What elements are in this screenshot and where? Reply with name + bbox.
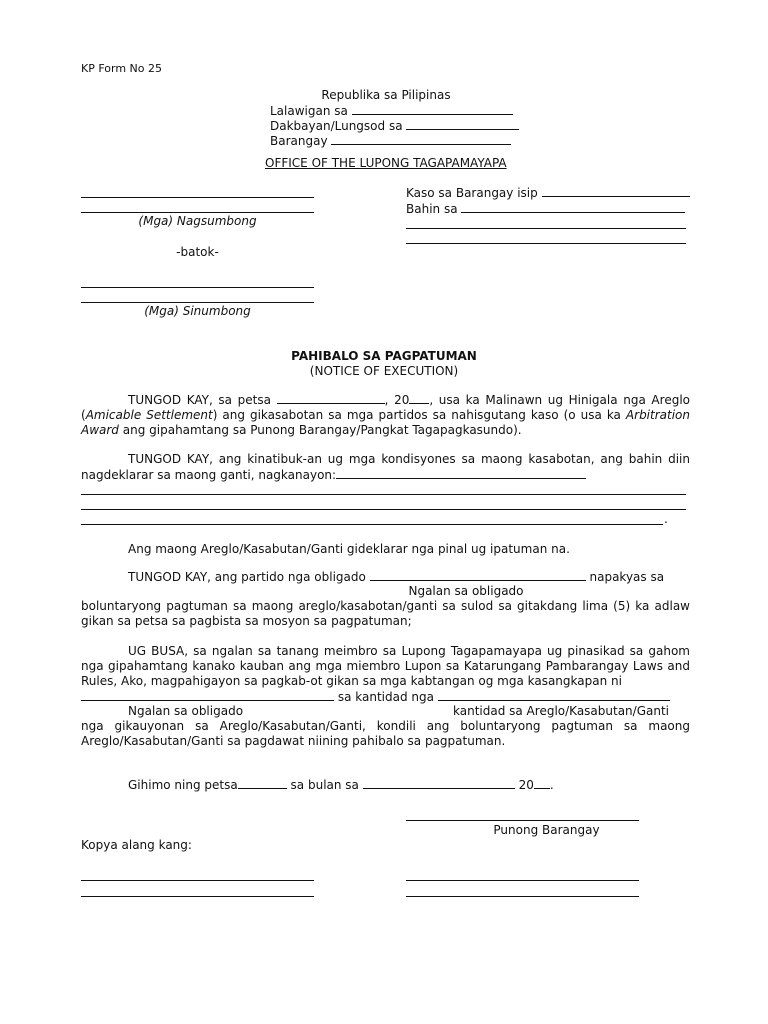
case-for-label: Bahin sa	[406, 202, 458, 216]
p5-fill-line	[81, 689, 670, 704]
province-label: Lalawigan sa	[270, 104, 348, 118]
date-text-b: sa bulan sa	[290, 778, 359, 792]
notice-subtitle: (NOTICE OF EXECUTION)	[309, 364, 459, 378]
p1-date-field[interactable]	[277, 392, 385, 404]
p5-obligor-field[interactable]	[81, 689, 334, 701]
p2-text: TUNGOD KAY, ang kinatibuk-an ug mga kondisyones sa maong kasabotan, ang bahin diin nagdeklarar sa maong ganti, nagkanayon:	[81, 452, 690, 482]
signature-line[interactable]	[406, 820, 639, 821]
p5-tail: nga gikauyonan sa Areglo/Kasabutan/Ganti, kondili ang boluntaryong pagtuman sa maong Areglo/Kasabutan/Ganti sa pagdawat niining pahibalo sa pagpatuman.	[81, 719, 690, 748]
complainants-caption	[81, 214, 314, 228]
p1-arbitration: Arbitration Award	[81, 408, 690, 437]
republic-line: Republika sa Pilipinas	[321, 88, 451, 102]
p1-text-d: ) ang gikasabotan sa mga partidos sa nahisgutang kaso (o usa ka	[212, 408, 621, 422]
paragraph-2	[81, 452, 690, 483]
p2-conditions-line-2[interactable]	[81, 494, 686, 495]
p5-text-a: UG BUSA, sa ngalan sa tanang meimbro sa Lupong Tagapamayapa ug pinasikad sa gahom nga gipahamtang kanako kauban ang mga miembro Lupon sa Katarungang Pambarangay Laws and Rules, Ako, magpahigayon sa pagkab-ot gikan sa mga kabtangan og mga kasangkapan ni	[81, 644, 690, 688]
p4-caption: Ngalan sa obligado	[408, 584, 524, 598]
date-text-a: Gihimo ning petsa	[128, 778, 238, 792]
p4-body: boluntaryong pagtuman sa maong areglo/kasabotan/ganti sa sulod sa gitakdang lima (5) ka adlaw gikan sa petsa sa pagbista sa mosyon sa pagpatuman;	[81, 599, 690, 628]
paragraph-1	[81, 392, 690, 438]
p5-amount-field[interactable]	[438, 689, 670, 701]
p4-text-a: TUNGOD KAY, ang partido nga obligado	[128, 570, 366, 584]
p2-conditions-line-3[interactable]	[81, 509, 686, 510]
p5-caption-right: kantidad sa Areglo/Kasabutan/Ganti	[453, 704, 669, 718]
office-title	[265, 156, 507, 170]
date-day-field[interactable]	[238, 777, 287, 789]
case-for-line	[406, 201, 685, 216]
respondent-name-line-1[interactable]	[81, 287, 314, 288]
date-text-d: .	[549, 778, 554, 792]
date-line	[128, 777, 554, 792]
city-field[interactable]	[406, 118, 519, 130]
respondents-caption	[81, 304, 314, 318]
barangay-label: Barangay	[270, 134, 328, 148]
copy-label: Kopya alang kang:	[81, 838, 192, 852]
respondents-caption-text: (Mga) Sinumbong	[144, 304, 251, 318]
copy-recipient-1[interactable]	[81, 880, 314, 881]
case-for-field[interactable]	[461, 201, 685, 213]
p2-end-period: .	[664, 512, 668, 526]
copy-recipient-4[interactable]	[406, 896, 639, 897]
complainant-name-line-1[interactable]	[81, 197, 314, 198]
case-for-line-3[interactable]	[406, 243, 686, 244]
p1-year-field[interactable]	[409, 392, 429, 404]
copy-recipient-2[interactable]	[81, 896, 314, 897]
copy-recipient-3[interactable]	[406, 880, 639, 881]
city-line	[270, 118, 519, 133]
p5-text-b: sa kantidad nga	[337, 690, 434, 704]
office-title-text: OFFICE OF THE LUPONG TAGAPAMAYAPA	[265, 156, 507, 170]
p2-conditions-field[interactable]	[336, 467, 586, 479]
respondent-name-line-2[interactable]	[81, 302, 314, 303]
case-for-line-2[interactable]	[406, 228, 686, 229]
notice-title	[0, 349, 768, 363]
complainant-name-line-2[interactable]	[81, 212, 314, 213]
form-number: KP Form No 25	[81, 62, 163, 75]
case-number-field[interactable]	[542, 185, 690, 197]
p2-conditions-line-4[interactable]	[81, 524, 663, 525]
date-month-field[interactable]	[363, 777, 515, 789]
province-line	[270, 103, 513, 118]
city-label: Dakbayan/Lungsod sa	[270, 119, 403, 133]
p5-body	[81, 644, 690, 689]
date-year-field[interactable]	[534, 777, 550, 789]
p1-text-e: ang gipahamtang sa Punong Barangay/Pangkat Tagapagkasundo).	[122, 423, 522, 437]
complainants-caption-text: (Mga) Nagsumbong	[138, 214, 257, 228]
versus-label: -batok-	[176, 245, 219, 259]
p1-text-a: TUNGOD KAY, sa petsa	[128, 393, 271, 407]
barangay-field[interactable]	[331, 133, 511, 145]
barangay-line	[270, 133, 511, 148]
p1-text-c: , usa ka Malinawn ug Hinigala nga Areglo (	[81, 393, 690, 422]
p1-text-b: , 20	[384, 393, 410, 407]
date-text-c: 20	[518, 778, 534, 792]
p4-line-1	[128, 569, 664, 584]
p5-caption-left: Ngalan sa obligado	[128, 704, 244, 718]
p4-text-b: napakyas sa	[589, 570, 665, 584]
paragraph-3: Ang maong Areglo/Kasabutan/Ganti gideklarar nga pinal ug ipatuman na.	[128, 542, 570, 556]
signature-title: Punong Barangay	[493, 823, 600, 837]
case-number-label: Kaso sa Barangay isip	[406, 186, 538, 200]
p4-obligor-field[interactable]	[370, 569, 586, 581]
notice-title-text: PAHIBALO SA PAGPATUMAN	[291, 349, 477, 363]
case-number-line	[406, 185, 690, 200]
province-field[interactable]	[352, 103, 513, 115]
p1-amicable: Amicable Settlement	[85, 408, 213, 422]
